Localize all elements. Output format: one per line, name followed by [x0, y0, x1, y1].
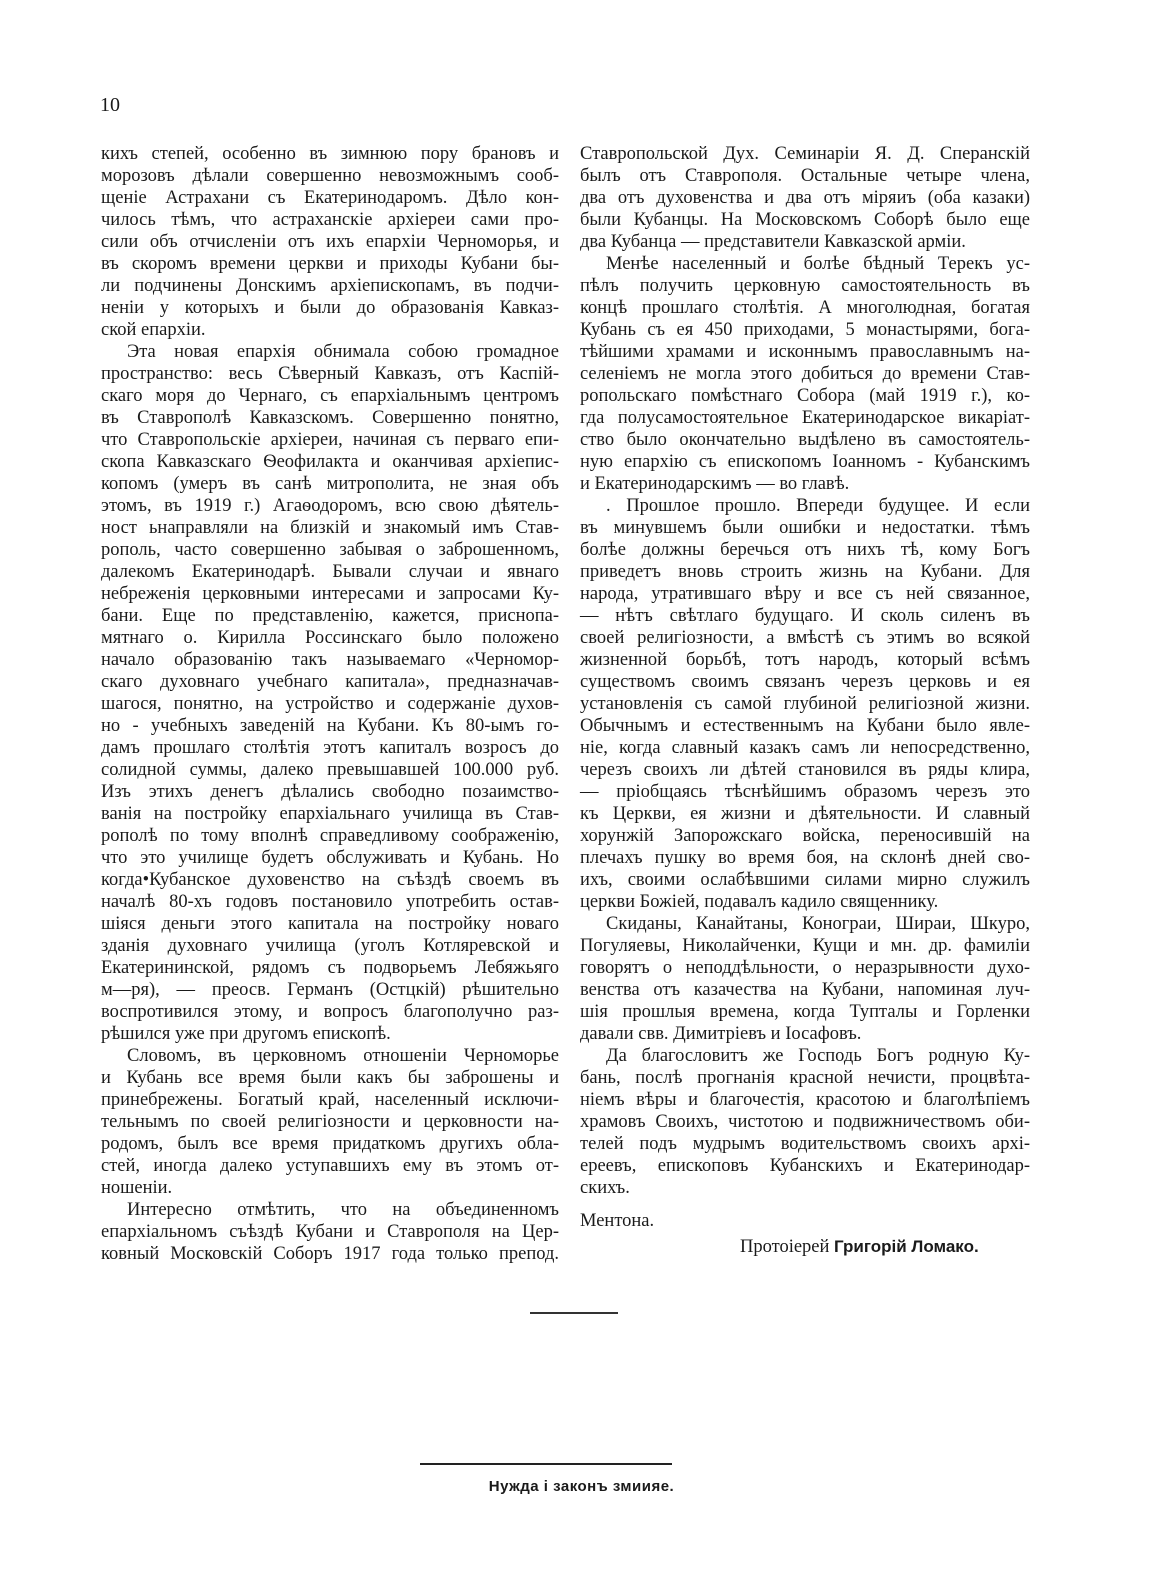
paragraph	[580, 495, 1030, 913]
page-number: 10	[100, 94, 120, 116]
text-line: черезъ своихъ ли дѣтей становился въ ряды клира,	[580, 760, 1030, 780]
text-line: рѣшился уже при другомъ епископѣ.	[101, 1024, 391, 1044]
text-line: ихъ, своими ослабѣвшими силами мирно служилъ	[580, 870, 1030, 890]
text-line: шія прошлыя времена, когда Тупталы и Горленки	[580, 1002, 1030, 1022]
text-line: далекомъ Екатеринодарѣ. Бывали случаи и явнаго	[101, 562, 559, 582]
text-line: къ Церкви, ея жизни и дѣятельности. И славный	[580, 804, 1030, 824]
text-line: жизненной борьбѣ, тотъ народъ, который всѣмъ	[580, 650, 1030, 670]
text-line: кихъ степей, особенно въ зимнюю пору брановъ и	[101, 144, 559, 164]
text-line: два Кубанца — представители Кавказской арміи.	[580, 232, 966, 252]
right-column	[580, 143, 1030, 1199]
text-line: солидной суммы, далеко превышавшей 100.000 руб.	[101, 760, 559, 780]
text-line: тѣйшими храмами и исконнымъ православнымъ на-	[580, 342, 1030, 362]
place-of-writing: Ментона.	[580, 1211, 655, 1231]
text-line: тельнымъ по своей религіозности и церковности на-	[101, 1112, 559, 1132]
text-line: народа, утратившаго вѣру и все съ ней связанное,	[580, 584, 1030, 604]
text-line: но - учебныхъ заведеній на Кубани. Къ 80-ымъ го-	[101, 716, 559, 736]
text-line: плечахъ пушку во время боя, на склонѣ дней сво-	[580, 848, 1030, 868]
text-line: ност ьнаправляли на близкій и знакомый имъ Став-	[101, 518, 559, 538]
author-title: Протоіерей	[740, 1237, 830, 1257]
footer-rule	[420, 1463, 672, 1465]
text-line: Менѣе населенный и болѣе бѣдный Терекъ ус-	[606, 254, 1030, 274]
text-line: копомъ (умеръ въ санѣ митрополита, не зная объ	[101, 474, 559, 494]
text-line: скаго духовнаго учебнаго капитала», предназначав-	[101, 672, 559, 692]
text-line: бани. Еще по представленію, кажется, приснопа-	[101, 606, 559, 626]
text-line: венства отъ казачества на Кубани, напоминая луч-	[580, 980, 1030, 1000]
text-line: Да благословитъ же Господь Богъ родную Ку-	[606, 1046, 1030, 1066]
text-line: въ минувшемъ были ошибки и недостатки. тѣмъ	[580, 518, 1030, 538]
paragraph	[101, 341, 559, 1045]
text-line: телей подъ мудрымъ водительствомъ своихъ архі-	[580, 1134, 1030, 1154]
text-line: Обычнымъ и естественнымъ на Кубани было явле-	[580, 716, 1030, 736]
text-line: Словомъ, въ церковномъ отношеніи Черноморье	[127, 1046, 559, 1066]
paragraph	[580, 253, 1030, 495]
text-line: говорятъ о неподдѣльности, о неразрывности духо-	[580, 958, 1030, 978]
text-line: ванія на постройку епархіальнаго училища въ Став-	[101, 804, 559, 824]
text-line: рополѣ по тому вполнѣ справедливому соображенію,	[101, 826, 559, 846]
text-line: епархіальномъ съѣздѣ Кубани и Ставрополя на Цер-	[101, 1222, 559, 1242]
paragraph	[580, 913, 1030, 1045]
text-line: м—ря), — преосв. Германъ (Остцкій) рѣшительно	[101, 980, 559, 1000]
text-line: своей религіозности, а вмѣстѣ съ этимъ во всякой	[580, 628, 1030, 648]
text-line: что это училище будетъ обслуживать и Кубань. Но	[101, 848, 559, 868]
text-line: ереевъ, епископовъ Кубанскихъ и Екатеринодар-	[580, 1156, 1030, 1176]
text-line: были Кубанцы. На Московскомъ Соборѣ было еще	[580, 210, 1030, 230]
text-line: морозовъ дѣлали совершенно невозможнымъ сооб-	[101, 166, 559, 186]
text-line: концѣ прошлаго столѣтія. А многолюдная, богатая	[580, 298, 1030, 318]
paragraph	[101, 1199, 559, 1265]
text-line: церкви Божіей, подавалъ кадило священнику.	[580, 892, 939, 912]
text-line: рополь, часто совершенно забывая о заброшенномъ,	[101, 540, 559, 560]
text-line: родомъ, былъ все время придаткомъ другихъ обла-	[101, 1134, 559, 1154]
text-line: Погуляевы, Николайченки, Кущи и мн. др. фамиліи	[580, 936, 1030, 956]
text-line: приведетъ вновь строить жизнь на Кубани. Для	[580, 562, 1030, 582]
paragraph	[101, 1045, 559, 1199]
text-line: щеніе Астрахани съ Екатеринодаромъ. Дѣло кон-	[101, 188, 559, 208]
footer-motto: Нужда і законъ змиияе.	[488, 1478, 675, 1495]
text-line: что Ставропольскіе архіереи, начиная съ перваго епи-	[101, 430, 559, 450]
text-line: воспротивился этому, и вопросъ благополучно раз-	[101, 1002, 559, 1022]
text-line: Изъ этихъ денегъ дѣлались свободно позаимство-	[101, 782, 559, 802]
text-line: началѣ 80-хъ годовъ постановило употребить остав-	[101, 892, 559, 912]
text-line: гда полусамостоятельное Екатеринодарское викаріат-	[580, 408, 1030, 428]
text-line: Кубань съ ея 450 приходами, 5 монастырями, бога-	[580, 320, 1030, 340]
text-line: ропольскаго помѣстнаго Собора (май 1919 г.), ко-	[580, 386, 1030, 406]
text-line: ской епархіи.	[101, 320, 206, 340]
text-line: ковный Московскій Соборъ 1917 года только препод.	[101, 1244, 559, 1264]
text-line: ніе, когда славный казакъ самъ ли непосредственно,	[580, 738, 1030, 758]
text-line: — нѣтъ свѣтлаго будущаго. И сколь силенъ въ	[580, 606, 1030, 626]
text-line: зданія духовнаго училища (уголъ Котляревской и	[101, 936, 559, 956]
text-line: пространство: весь Сѣверный Кавказъ, отъ Каспій-	[101, 364, 559, 384]
text-line: неніи у которыхъ и были до образованія Кавказ-	[101, 298, 559, 318]
paragraph	[101, 143, 559, 341]
text-line: болѣе должны беречься отъ нихъ тѣ, кому Богъ	[580, 540, 1030, 560]
text-line: начало образованію такъ называемаго «Черномор-	[101, 650, 559, 670]
text-line: ніемъ вѣры и благочестія, красотою и благолѣпіемъ	[580, 1090, 1030, 1110]
text-line: былъ отъ Ставрополя. Остальные четыре члена,	[580, 166, 1030, 186]
text-line: небреженія церковными интересами и запросами Ку-	[101, 584, 559, 604]
text-line: скаго моря до Чернаго, съ епархіальнымъ центромъ	[101, 386, 559, 406]
paragraph	[580, 143, 1030, 253]
text-line: сили объ отчисленіи отъ ихъ епархіи Черноморья, и	[101, 232, 559, 252]
author-signature	[740, 1237, 979, 1258]
text-line: Екатерининской, рядомъ съ подворьемъ Лебяжьяго	[101, 958, 559, 978]
text-line: ношеніи.	[101, 1178, 173, 1198]
text-line: чилось тѣмъ, что астраханскіе архіереи сами про-	[101, 210, 559, 230]
text-line: въ Ставрополѣ Кавказскомъ. Совершенно понятно,	[101, 408, 559, 428]
text-line: пѣлъ получить церковную самостоятельность въ	[580, 276, 1030, 296]
text-line: этомъ, въ 1919 г.) Агаѳодоромъ, всю свою дѣятель-	[101, 496, 559, 516]
text-line: Ставропольской Дух. Семинаріи Я. Д. Сперанскій	[580, 144, 1030, 164]
text-line: хорунжій Запорожскаго войска, переносившій на	[580, 826, 1030, 846]
paragraph	[580, 1045, 1030, 1199]
text-line: ли подчинены Донскимъ архіепископамъ, въ подчи-	[101, 276, 559, 296]
text-line: въ скоромъ времени церкви и приходы Кубани бы-	[101, 254, 559, 274]
text-line: ную епархію съ епископомъ Іоанномъ - Кубанскимъ	[580, 452, 1030, 472]
text-line: скопа Кавказскаго Ѳеофилакта и оканчивая архіепис-	[101, 452, 559, 472]
text-line: и Екатеринодарскимъ — во главѣ.	[580, 474, 850, 494]
text-line: храмовъ Своихъ, чистотою и подвижничествомъ оби-	[580, 1112, 1030, 1132]
text-line: и Кубань все время были какъ бы заброшены и	[101, 1068, 559, 1088]
text-line: мятнаго о. Кирилла Россинскаго было положено	[101, 628, 559, 648]
author-name: Григорій Ломако.	[834, 1237, 979, 1256]
text-line: . Прошлое прошло. Впереди будущее. И если	[606, 496, 1030, 516]
text-line: дамъ прошлаго столѣтія этотъ капиталъ возросъ до	[101, 738, 559, 758]
text-line: существомъ своимъ связанъ черезъ церковь и ея	[580, 672, 1030, 692]
text-line: стей, иногда далеко уступавшихъ ему въ этомъ от-	[101, 1156, 559, 1176]
text-line: два отъ духовенства и два отъ міряиъ (оба казаки)	[580, 188, 1030, 208]
text-line: установленія съ самой глубиной религіозной жизни.	[580, 694, 1030, 714]
text-line: давали свв. Димитріевъ и Іосафовъ.	[580, 1024, 862, 1044]
text-line: Скиданы, Канайтаны, Конограи, Шираи, Шкуро,	[606, 914, 1030, 934]
text-line: — пріобщаясь тѣснѣйшимъ образомъ черезъ это	[580, 782, 1030, 802]
text-line: бань, послѣ прогнанія красной нечисти, процвѣта-	[580, 1068, 1030, 1088]
text-line: ство было окончательно выдѣлено въ самостоятель-	[580, 430, 1030, 450]
article-end-separator	[530, 1312, 618, 1314]
text-line: шіяся деньги этого капитала на постройку новаго	[101, 914, 559, 934]
text-line: шагося, понятно, на устройство и содержаніе духов-	[101, 694, 559, 714]
text-line: селеніемъ не могла этого добиться до времени Став-	[580, 364, 1030, 384]
text-line: скихъ.	[580, 1178, 630, 1198]
text-line: принебрежены. Богатый край, населенный исключи-	[101, 1090, 559, 1110]
text-line: Интересно отмѣтить, что на объединенномъ	[127, 1200, 559, 1220]
text-line: Эта новая епархія обнимала собою громадное	[127, 342, 559, 362]
text-line: когда•Кубанское духовенство на съѣздѣ своемъ въ	[101, 870, 559, 890]
left-column	[101, 143, 559, 1265]
